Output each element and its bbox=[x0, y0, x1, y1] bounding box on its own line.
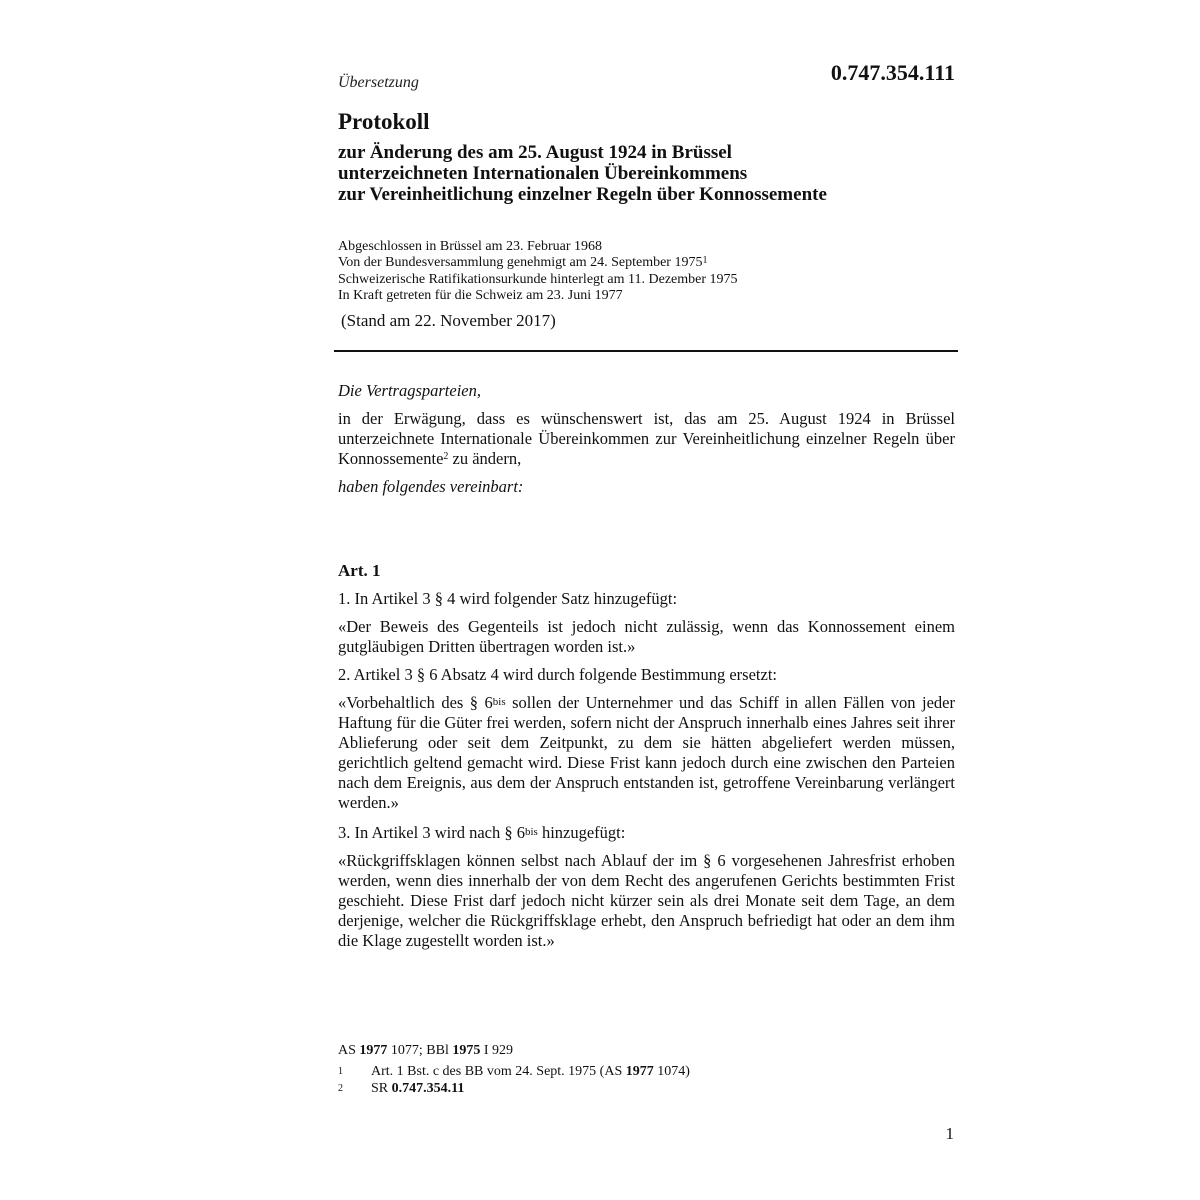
article-paragraph-3 bbox=[338, 823, 955, 843]
quote-2-start: «Vorbehaltlich des § 6 bbox=[338, 693, 493, 712]
footnote-1 bbox=[338, 1064, 690, 1080]
bbl-page: I 929 bbox=[480, 1043, 514, 1058]
meta-approved-text: Von der Bundesversammlung genehmigt am 24. September 1975 bbox=[338, 255, 703, 271]
preamble-agreed: haben folgendes vereinbart: bbox=[338, 477, 524, 496]
document-title: Protokoll bbox=[338, 109, 430, 134]
quote-2-rest: sollen der Unternehmer und das Schiff in allen Fällen von jeder Haftung für die Güter frei werden, sofern nicht der Anspruch innerhalb eines Jahres seit ihrer Ablieferung oder seit dem Zeitpunkt, zu dem sie hätten abgeliefert werden müssen, gerichtlich geltend gemacht wird. Diese Frist kann jedoch durch eine zwischen den Parteien nach dem Ereignis, aus dem der Anspruch entstanden ist, getroffene Vereinbarung verlängert werden.» bbox=[338, 693, 955, 812]
article-quote-3: «Rückgriffsklagen können selbst nach Ablauf der im § 6 vorgesehenen Jahresfrist erhoben werden, wenn dies innerhalb der von dem Recht des angerufenen Gerichts bestimmten Frist geschieht. Diese Frist darf jedoch nicht kürzer sein als drei Monate seit dem Tage, an dem derjenige, welcher die Rückgriffsklage erhebt, den Anspruch befriedigt hat oder an dem ihm die Klage zugestellt worden ist.» bbox=[338, 851, 955, 950]
bbl-year: 1975 bbox=[452, 1043, 481, 1058]
article-paragraph-1: 1. In Artikel 3 § 4 wird folgender Satz hinzugefügt: bbox=[338, 589, 678, 608]
official-collection-reference bbox=[338, 1043, 513, 1059]
footnote-2-number: 2 bbox=[338, 1083, 343, 1094]
sr-number: 0.747.354.111 bbox=[830, 60, 955, 85]
translation-label: Übersetzung bbox=[338, 74, 419, 91]
as-year: 1977 bbox=[359, 1043, 388, 1058]
article-quote-2 bbox=[338, 693, 955, 813]
footnote-ref-1[interactable]: 1 bbox=[702, 255, 708, 267]
as-label: AS bbox=[338, 1043, 360, 1058]
paragraph-3-start: 3. In Artikel 3 wird nach § 6 bbox=[338, 823, 525, 842]
status-date: (Stand am 22. November 2017) bbox=[341, 311, 556, 330]
footnote-1-number: 1 bbox=[338, 1066, 343, 1077]
preamble-consideration-text: in der Erwägung, dass es wünschenswert ist, das am 25. August 1924 in Brüssel unterzeichnete Internationale Übereinkommen zur Vereinheitlichung einzelner Regeln über Konnossemente bbox=[338, 409, 955, 468]
footnote-2-sr: 0.747.354.11 bbox=[391, 1081, 465, 1096]
footnote-2 bbox=[338, 1081, 464, 1097]
footnote-2-text: SR bbox=[371, 1081, 392, 1096]
document-metadata bbox=[338, 239, 958, 304]
quote-2-superscript: bis bbox=[492, 696, 506, 708]
footnote-1-year: 1977 bbox=[625, 1064, 654, 1079]
footnote-1-end: 1074) bbox=[653, 1064, 690, 1079]
article-paragraph-2: 2. Artikel 3 § 6 Absatz 4 wird durch folgende Bestimmung ersetzt: bbox=[338, 665, 777, 684]
header-divider bbox=[334, 350, 958, 352]
paragraph-3-superscript: bis bbox=[524, 826, 538, 838]
footnote-ref-2[interactable]: 2 bbox=[443, 451, 449, 462]
preamble-consideration-end: zu ändern, bbox=[448, 449, 522, 468]
as-page: 1077; BBl bbox=[387, 1043, 453, 1058]
subtitle-line: unterzeichneten Internationalen Übereinkommens bbox=[338, 163, 748, 184]
paragraph-3-end: hinzugefügt: bbox=[537, 823, 626, 842]
subtitle-line: zur Änderung des am 25. August 1924 in Brüssel bbox=[338, 142, 732, 163]
subtitle-line: zur Vereinheitlichung einzelner Regeln über Konnossemente bbox=[338, 184, 827, 205]
meta-ratification: Schweizerische Ratifikationsurkunde hinterlegt am 11. Dezember 1975 bbox=[338, 271, 738, 287]
document-subtitle bbox=[338, 142, 958, 205]
meta-approved bbox=[338, 255, 958, 271]
meta-in-force: In Kraft getreten für die Schweiz am 23. Juni 1977 bbox=[338, 287, 623, 303]
article-heading: Art. 1 bbox=[338, 561, 381, 580]
preamble-consideration bbox=[338, 409, 955, 469]
meta-concluded: Abgeschlossen in Brüssel am 23. Februar 1968 bbox=[338, 239, 603, 254]
footnote-1-text: Art. 1 Bst. c des BB vom 24. Sept. 1975 (AS bbox=[371, 1064, 626, 1079]
preamble-parties: Die Vertragsparteien, bbox=[338, 381, 481, 400]
article-quote-1: «Der Beweis des Gegenteils ist jedoch nicht zulässig, wenn das Konnossement einem gutgläubigen Dritten übertragen worden ist.» bbox=[338, 617, 955, 656]
page-number: 1 bbox=[945, 1124, 954, 1143]
